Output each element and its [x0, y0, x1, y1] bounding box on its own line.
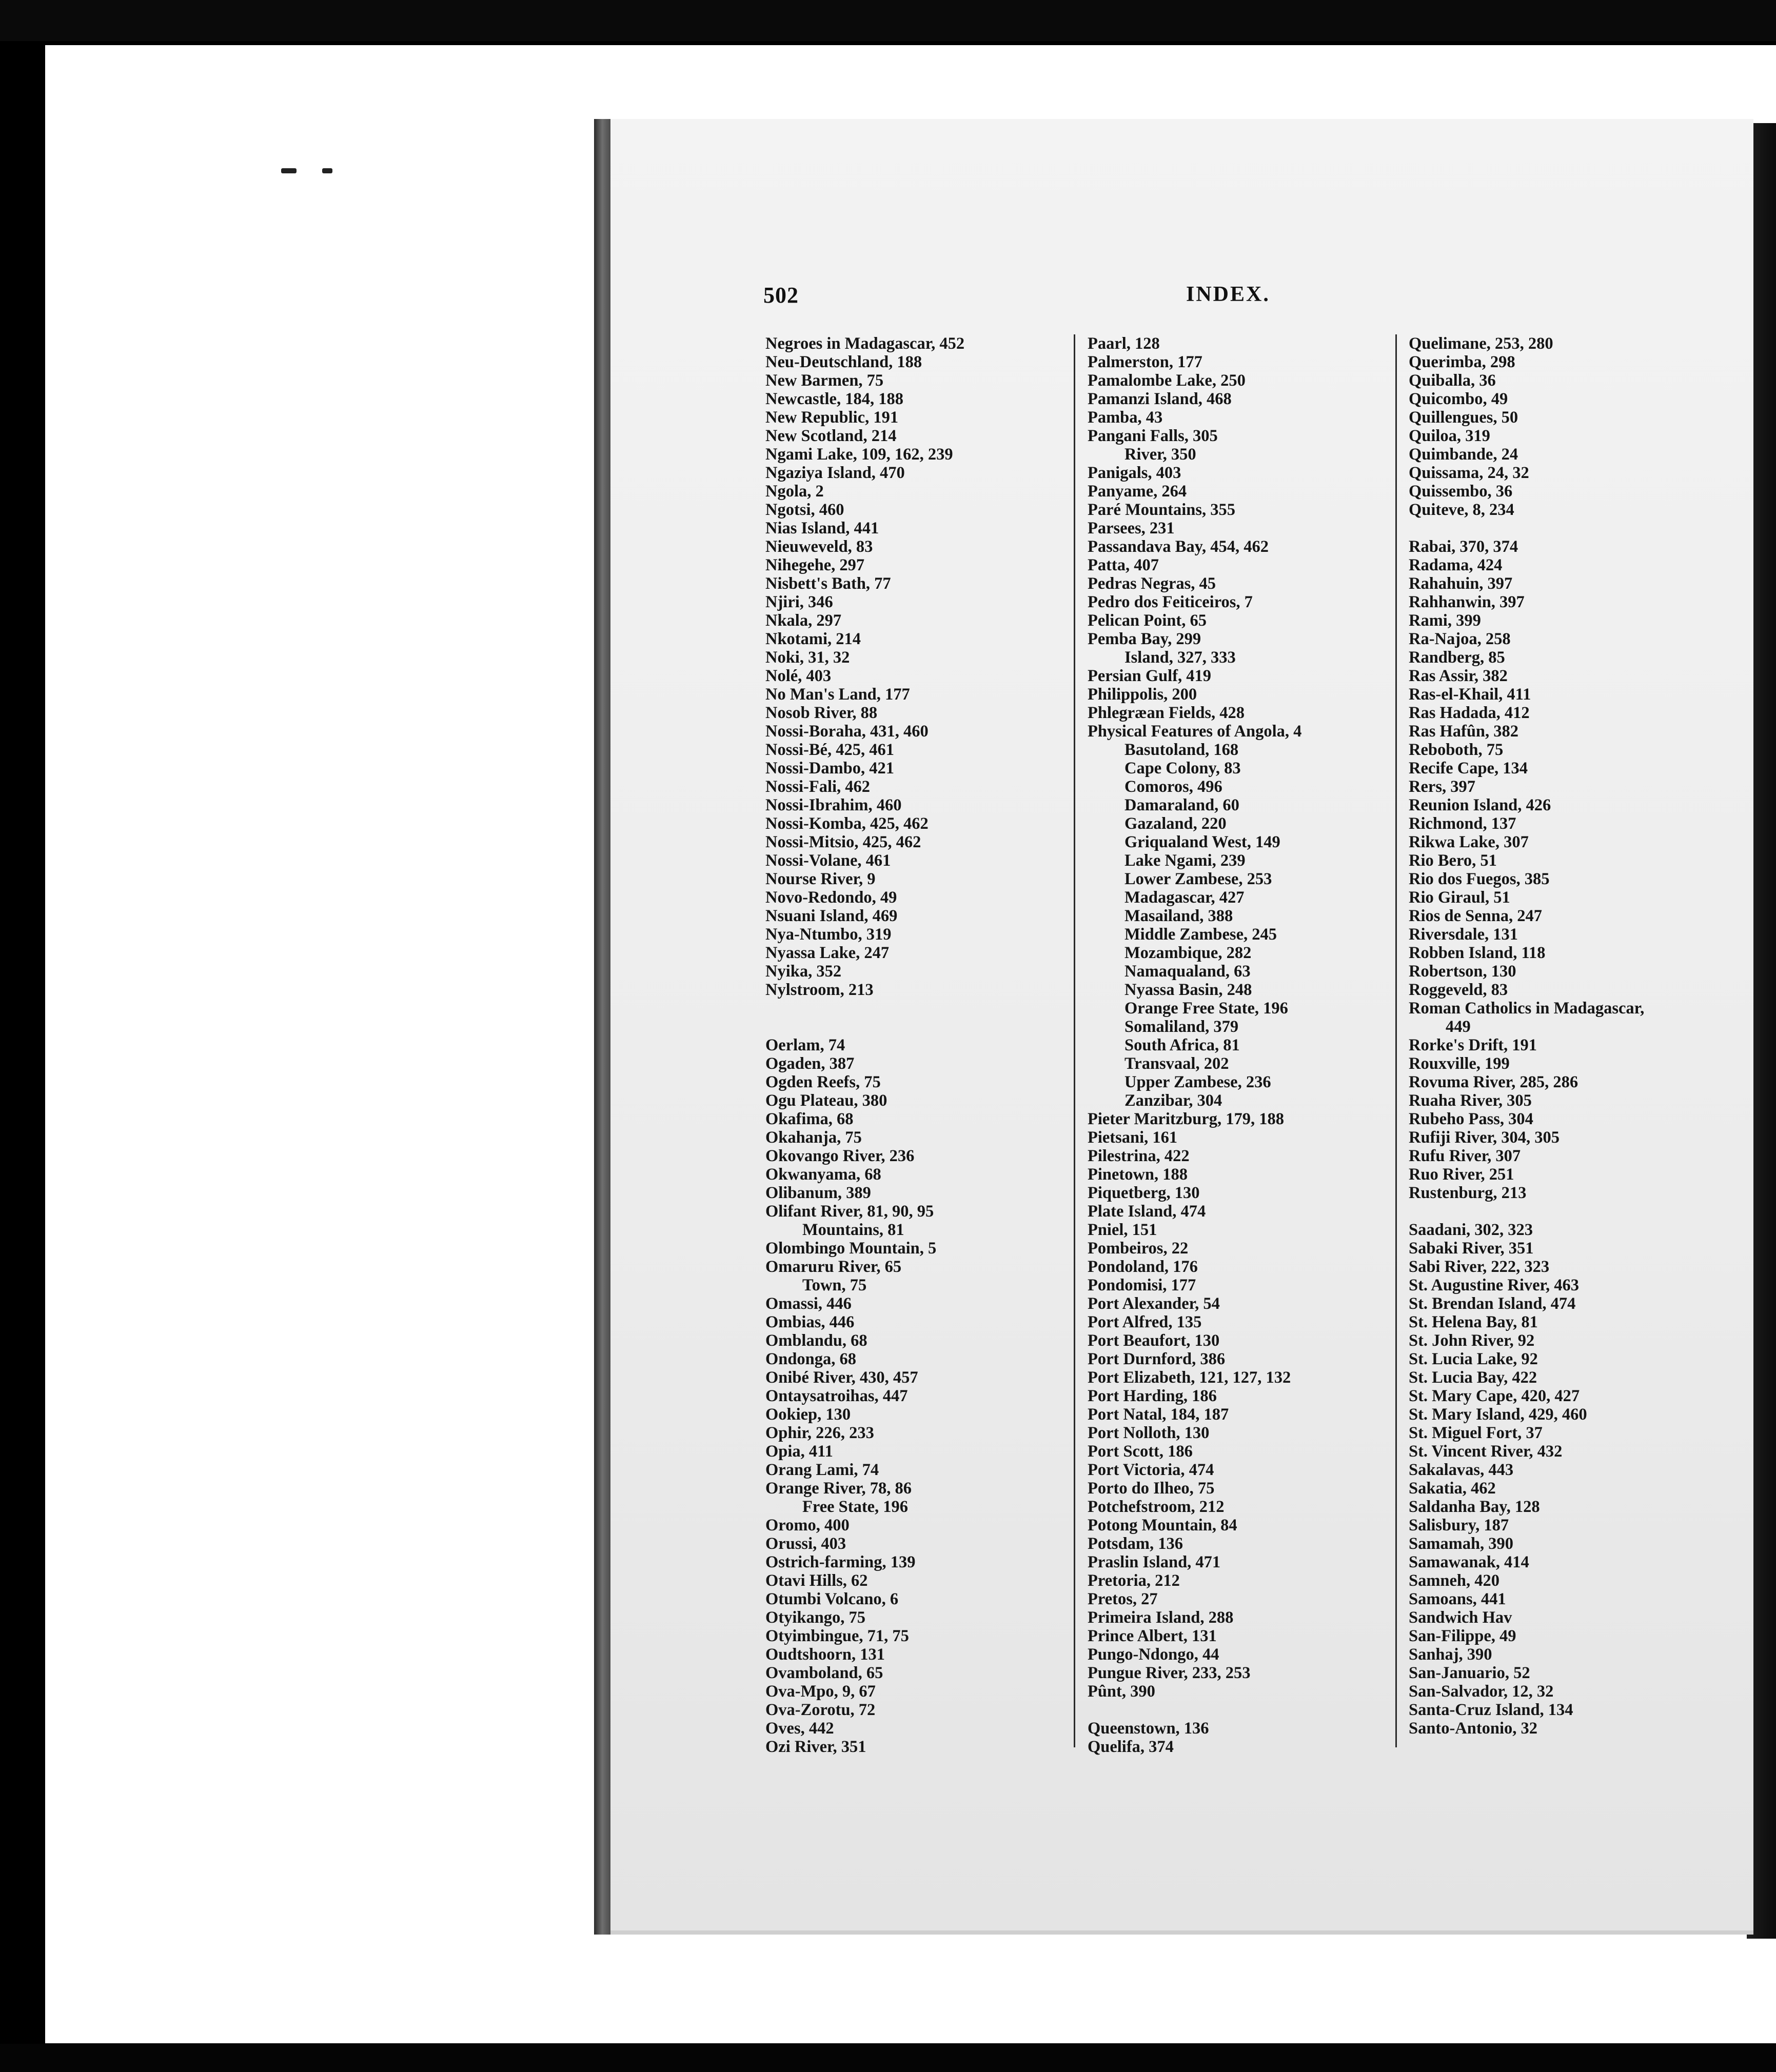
index-entry: Prince Albert, 131	[1088, 1627, 1217, 1645]
index-entry: Reunion Island, 426	[1409, 796, 1551, 814]
index-entry: Santo-Antonio, 32	[1409, 1719, 1538, 1738]
index-entry: Samoans, 441	[1409, 1590, 1506, 1608]
index-entry: Port Alexander, 54	[1088, 1294, 1220, 1313]
index-entry: Quiballa, 36	[1409, 371, 1496, 390]
index-entry: Upper Zambese, 236	[1124, 1073, 1271, 1091]
index-entry: Palmerston, 177	[1088, 353, 1202, 371]
index-entry: Roggeveld, 83	[1409, 981, 1508, 999]
index-entry: Opia, 411	[765, 1442, 833, 1461]
index-entry: Pangani Falls, 305	[1088, 427, 1218, 445]
index-entry: St. Lucia Bay, 422	[1409, 1368, 1537, 1387]
index-entry: Masailand, 388	[1124, 907, 1233, 925]
index-entry: Querimba, 298	[1409, 353, 1515, 371]
index-entry: Novo-Redondo, 49	[765, 888, 897, 907]
index-entry: Free State, 196	[802, 1498, 909, 1516]
index-entry: Oromo, 400	[765, 1516, 850, 1535]
film-border-bottom	[0, 2044, 1776, 2072]
index-entry: Pondomisi, 177	[1088, 1276, 1196, 1294]
index-entry: Rabai, 370, 374	[1409, 537, 1518, 556]
index-entry: No Man's Land, 177	[765, 685, 910, 704]
page-title: INDEX.	[1186, 283, 1270, 306]
index-entry: Rio Bero, 51	[1409, 851, 1497, 870]
index-entry: Pungo-Ndongo, 44	[1088, 1645, 1219, 1664]
index-entry: Rufu River, 307	[1409, 1147, 1521, 1165]
index-entry: New Scotland, 214	[765, 427, 897, 445]
index-entry: Robertson, 130	[1409, 962, 1516, 981]
index-entry: Saadani, 302, 323	[1409, 1221, 1533, 1239]
index-entry: Neu-Deutschland, 188	[765, 353, 922, 371]
index-entry: Pelican Point, 65	[1088, 611, 1207, 630]
column-divider	[1395, 334, 1397, 1747]
index-entry: Quimbande, 24	[1409, 445, 1518, 464]
index-entry: Pretos, 27	[1088, 1590, 1158, 1608]
index-entry: Saldanha Bay, 128	[1409, 1498, 1540, 1516]
index-entry: South Africa, 81	[1124, 1036, 1240, 1054]
index-entry	[1409, 519, 1737, 537]
index-entry: New Republic, 191	[765, 408, 899, 427]
index-entry: Nolé, 403	[765, 667, 832, 685]
index-entry	[1409, 1202, 1737, 1221]
index-entry: Nias Island, 441	[765, 519, 879, 537]
index-entry: Zanzibar, 304	[1124, 1091, 1222, 1110]
index-column-3	[1409, 334, 1737, 1738]
index-entry: Ova-Zorotu, 72	[765, 1701, 876, 1719]
index-entry: Oves, 442	[765, 1719, 834, 1738]
index-entry: Piquetberg, 130	[1088, 1184, 1200, 1202]
index-entry: Nihegehe, 297	[765, 556, 865, 574]
index-entry: Rikwa Lake, 307	[1409, 833, 1529, 851]
index-entry: Port Durnford, 386	[1088, 1350, 1226, 1368]
index-entry: Nossi-Dambo, 421	[765, 759, 894, 778]
index-entry: Ngotsi, 460	[765, 501, 844, 519]
index-entry: Santa-Cruz Island, 134	[1409, 1701, 1573, 1719]
index-entry	[765, 1018, 1073, 1036]
index-entry: Ruaha River, 305	[1409, 1091, 1532, 1110]
index-entry: Ras-el-Khail, 411	[1409, 685, 1531, 704]
index-entry: Nya-Ntumbo, 319	[765, 925, 892, 944]
index-entry	[765, 999, 1073, 1018]
index-entry: Port Beaufort, 130	[1088, 1331, 1220, 1350]
index-entry: Olibanum, 389	[765, 1184, 871, 1202]
index-entry: Mozambique, 282	[1124, 944, 1252, 962]
index-entry: Rorke's Drift, 191	[1409, 1036, 1537, 1054]
index-entry: Roman Catholics in Madagascar,	[1409, 999, 1645, 1018]
index-entry: Potong Mountain, 84	[1088, 1516, 1237, 1535]
index-entry: Omblandu, 68	[765, 1331, 867, 1350]
index-entry: Pedras Negras, 45	[1088, 574, 1216, 593]
index-entry: Ras Assir, 382	[1409, 667, 1508, 685]
index-entry: Onibé River, 430, 457	[765, 1368, 918, 1387]
index-entry: Port Natal, 184, 187	[1088, 1405, 1229, 1424]
index-entry: Rovuma River, 285, 286	[1409, 1073, 1578, 1091]
index-entry: Okovango River, 236	[765, 1147, 915, 1165]
index-entry: St. Helena Bay, 81	[1409, 1313, 1538, 1331]
index-entry: Pietsani, 161	[1088, 1128, 1178, 1147]
index-entry: Port Elizabeth, 121, 127, 132	[1088, 1368, 1291, 1387]
index-entry: St. Mary Island, 429, 460	[1409, 1405, 1587, 1424]
index-entry: Sanhaj, 390	[1409, 1645, 1492, 1664]
index-entry: Namaqualand, 63	[1124, 962, 1251, 981]
index-entry: Sakalavas, 443	[1409, 1461, 1514, 1479]
index-entry: Riversdale, 131	[1409, 925, 1518, 944]
index-page	[610, 119, 1753, 1935]
index-entry: Pondoland, 176	[1088, 1258, 1198, 1276]
index-entry: Pungue River, 233, 253	[1088, 1664, 1251, 1682]
index-entry: St. Vincent River, 432	[1409, 1442, 1563, 1461]
index-entry: Olifant River, 81, 90, 95	[765, 1202, 934, 1221]
index-entry: St. Miguel Fort, 37	[1409, 1424, 1543, 1442]
index-entry: Rouxville, 199	[1409, 1054, 1510, 1073]
index-entry: Nossi-Komba, 425, 462	[765, 814, 929, 833]
index-entry: San-Januario, 52	[1409, 1664, 1530, 1682]
index-entry: St. Lucia Lake, 92	[1409, 1350, 1538, 1368]
index-entry: Lake Ngami, 239	[1124, 851, 1246, 870]
index-entry: Potsdam, 136	[1088, 1535, 1183, 1553]
film-speck	[322, 168, 332, 173]
film-speck	[281, 168, 297, 173]
index-entry: Pamanzi Island, 468	[1088, 390, 1232, 408]
index-entry: Ondonga, 68	[765, 1350, 857, 1368]
index-entry: Ombias, 446	[765, 1313, 855, 1331]
index-entry: Nisbett's Bath, 77	[765, 574, 891, 593]
index-entry: Panigals, 403	[1088, 464, 1181, 482]
index-entry: Ovamboland, 65	[765, 1664, 883, 1682]
index-entry: Ra-Najoa, 258	[1409, 630, 1511, 648]
index-entry: Pilestrina, 422	[1088, 1147, 1190, 1165]
index-entry: Mountains, 81	[802, 1221, 904, 1239]
index-entry: Recife Cape, 134	[1409, 759, 1528, 778]
index-column-2	[1088, 334, 1406, 1756]
index-entry: Negroes in Madagascar, 452	[765, 334, 965, 353]
index-entry: Nosob River, 88	[765, 704, 878, 722]
index-entry: Reboboth, 75	[1409, 741, 1504, 759]
index-entry: Nkala, 297	[765, 611, 842, 630]
index-entry: San-Filippe, 49	[1409, 1627, 1516, 1645]
index-entry: Richmond, 137	[1409, 814, 1516, 833]
index-entry: Ova-Mpo, 9, 67	[765, 1682, 876, 1701]
index-entry: Nossi-Fali, 462	[765, 778, 871, 796]
index-entry: Otumbi Volcano, 6	[765, 1590, 899, 1608]
index-entry: Rustenburg, 213	[1409, 1184, 1527, 1202]
index-entry: Parsees, 231	[1088, 519, 1175, 537]
index-entry: Ozi River, 351	[765, 1738, 866, 1756]
index-entry: Persian Gulf, 419	[1088, 667, 1212, 685]
index-entry: Samawanak, 414	[1409, 1553, 1529, 1571]
index-entry: Pedro dos Feiticeiros, 7	[1088, 593, 1253, 611]
index-entry: Ogden Reefs, 75	[765, 1073, 881, 1091]
index-entry: Sabi River, 222, 323	[1409, 1258, 1550, 1276]
index-entry: Quillengues, 50	[1409, 408, 1518, 427]
index-entry: Panyame, 264	[1088, 482, 1187, 501]
index-entry: Radama, 424	[1409, 556, 1503, 574]
index-entry	[1088, 1701, 1406, 1719]
index-entry: Plate Island, 474	[1088, 1202, 1206, 1221]
index-entry: New Barmen, 75	[765, 371, 884, 390]
index-entry: Otyikango, 75	[765, 1608, 866, 1627]
index-entry: Griqualand West, 149	[1124, 833, 1280, 851]
index-entry: Nyika, 352	[765, 962, 842, 981]
index-entry: Quiloa, 319	[1409, 427, 1490, 445]
index-entry: Queenstown, 136	[1088, 1719, 1209, 1738]
index-entry: Quicombo, 49	[1409, 390, 1508, 408]
index-entry: Okwanyama, 68	[765, 1165, 881, 1184]
index-entry: Samneh, 420	[1409, 1571, 1499, 1590]
index-entry: Ruo River, 251	[1409, 1165, 1514, 1184]
index-entry: St. Brendan Island, 474	[1409, 1294, 1576, 1313]
index-entry: Rio dos Fuegos, 385	[1409, 870, 1550, 888]
index-entry: Philippolis, 200	[1088, 685, 1197, 704]
index-entry: Phlegræan Fields, 428	[1088, 704, 1245, 722]
index-entry: Omaruru River, 65	[765, 1258, 902, 1276]
index-entry: 449	[1446, 1018, 1471, 1036]
index-entry: Nossi-Volane, 461	[765, 851, 891, 870]
index-entry: Ngaziya Island, 470	[765, 464, 905, 482]
index-entry: Randberg, 85	[1409, 648, 1505, 667]
index-entry: Nsuani Island, 469	[765, 907, 898, 925]
index-entry: Potchefstroom, 212	[1088, 1498, 1225, 1516]
index-entry: Nossi-Bé, 425, 461	[765, 741, 894, 759]
index-entry: Njiri, 346	[765, 593, 833, 611]
index-entry: Physical Features of Angola, 4	[1088, 722, 1302, 741]
index-entry: Port Harding, 186	[1088, 1387, 1217, 1405]
index-entry: Oudtshoorn, 131	[765, 1645, 885, 1664]
index-entry: Somaliland, 379	[1124, 1018, 1239, 1036]
index-entry: Omassi, 446	[765, 1294, 852, 1313]
index-entry: Ostrich-farming, 139	[765, 1553, 916, 1571]
index-entry: Pamba, 43	[1088, 408, 1163, 427]
index-entry: Pinetown, 188	[1088, 1165, 1188, 1184]
index-entry: Middle Zambese, 245	[1124, 925, 1277, 944]
index-entry: Praslin Island, 471	[1088, 1553, 1221, 1571]
index-entry: River, 350	[1124, 445, 1196, 464]
index-entry: Ogaden, 387	[765, 1054, 855, 1073]
index-entry: Nyassa Lake, 247	[765, 944, 890, 962]
index-entry: Sandwich Hav	[1409, 1608, 1512, 1627]
index-entry: Olombingo Mountain, 5	[765, 1239, 937, 1258]
index-entry: Nourse River, 9	[765, 870, 876, 888]
index-entry: Pamalombe Lake, 250	[1088, 371, 1246, 390]
index-entry: Rufiji River, 304, 305	[1409, 1128, 1560, 1147]
index-entry: Nyassa Basin, 248	[1124, 981, 1252, 999]
index-entry: Ngola, 2	[765, 482, 824, 501]
index-entry: St. Augustine River, 463	[1409, 1276, 1579, 1294]
index-entry: Pieter Maritzburg, 179, 188	[1088, 1110, 1284, 1128]
index-entry: Quelimane, 253, 280	[1409, 334, 1553, 353]
page-number: 502	[763, 283, 799, 308]
index-entry: Orang Lami, 74	[765, 1461, 879, 1479]
index-entry: Port Scott, 186	[1088, 1442, 1193, 1461]
index-entry: Noki, 31, 32	[765, 648, 850, 667]
index-entry: Lower Zambese, 253	[1124, 870, 1272, 888]
index-entry: Pemba Bay, 299	[1088, 630, 1201, 648]
film-border-top	[0, 0, 1776, 41]
index-entry: Otyimbingue, 71, 75	[765, 1627, 909, 1645]
index-entry: Primeira Island, 288	[1088, 1608, 1234, 1627]
index-entry: Rers, 397	[1409, 778, 1475, 796]
index-entry: Nossi-Mitsio, 425, 462	[765, 833, 921, 851]
index-entry: Ras Hadada, 412	[1409, 704, 1530, 722]
index-entry: Transvaal, 202	[1124, 1054, 1229, 1073]
index-entry: Ras Hafûn, 382	[1409, 722, 1518, 741]
index-entry: Rios de Senna, 247	[1409, 907, 1543, 925]
index-entry: Pombeiros, 22	[1088, 1239, 1189, 1258]
index-entry: St. John River, 92	[1409, 1331, 1535, 1350]
index-entry: Nieuweveld, 83	[765, 537, 873, 556]
index-entry: Town, 75	[802, 1276, 867, 1294]
index-entry: Rubeho Pass, 304	[1409, 1110, 1533, 1128]
index-entry: Cape Colony, 83	[1124, 759, 1241, 778]
column-divider	[1074, 334, 1075, 1747]
index-entry: Pûnt, 390	[1088, 1682, 1155, 1701]
index-entry: Sakatia, 462	[1409, 1479, 1496, 1498]
index-entry: Orussi, 403	[765, 1535, 846, 1553]
index-entry: Salisbury, 187	[1409, 1516, 1509, 1535]
index-entry: Quelifa, 374	[1088, 1738, 1174, 1756]
index-entry: Otavi Hills, 62	[765, 1571, 868, 1590]
index-entry: Quissama, 24, 32	[1409, 464, 1529, 482]
index-entry: Oerlam, 74	[765, 1036, 845, 1054]
index-entry: Okafima, 68	[765, 1110, 854, 1128]
index-entry: Samamah, 390	[1409, 1535, 1514, 1553]
index-entry: Madagascar, 427	[1124, 888, 1245, 907]
index-entry: Rahahuin, 397	[1409, 574, 1513, 593]
index-entry: St. Mary Cape, 420, 427	[1409, 1387, 1580, 1405]
index-entry: Okahanja, 75	[765, 1128, 862, 1147]
index-entry: Sabaki River, 351	[1409, 1239, 1534, 1258]
index-entry: Ophir, 226, 233	[765, 1424, 874, 1442]
index-entry: Robben Island, 118	[1409, 944, 1546, 962]
index-entry: Nossi-Boraha, 431, 460	[765, 722, 929, 741]
index-entry: Quissembo, 36	[1409, 482, 1513, 501]
index-entry: Ontaysatroihas, 447	[765, 1387, 908, 1405]
index-column-1	[765, 334, 1073, 1756]
index-entry: Orange River, 78, 86	[765, 1479, 912, 1498]
index-entry: Newcastle, 184, 188	[765, 390, 903, 408]
index-entry: Island, 327, 333	[1124, 648, 1236, 667]
index-entry: Passandava Bay, 454, 462	[1088, 537, 1269, 556]
index-entry: Ogu Plateau, 380	[765, 1091, 887, 1110]
index-entry: Comoros, 496	[1124, 778, 1222, 796]
index-entry: Patta, 407	[1088, 556, 1159, 574]
index-entry: Rio Giraul, 51	[1409, 888, 1510, 907]
index-entry: Pniel, 151	[1088, 1221, 1157, 1239]
index-entry: Porto do Ilheo, 75	[1088, 1479, 1215, 1498]
index-entry: Nossi-Ibrahim, 460	[765, 796, 902, 814]
index-entry: Port Alfred, 135	[1088, 1313, 1202, 1331]
index-entry: Nkotami, 214	[765, 630, 861, 648]
index-entry: Ngami Lake, 109, 162, 239	[765, 445, 953, 464]
index-entry: Paarl, 128	[1088, 334, 1160, 353]
index-entry: Port Victoria, 474	[1088, 1461, 1214, 1479]
index-entry: Port Nolloth, 130	[1088, 1424, 1210, 1442]
index-entry: Gazaland, 220	[1124, 814, 1227, 833]
index-entry: Rahhanwin, 397	[1409, 593, 1525, 611]
index-entry: Basutoland, 168	[1124, 741, 1239, 759]
index-entry: Rami, 399	[1409, 611, 1481, 630]
index-entry: Ookiep, 130	[765, 1405, 851, 1424]
index-entry: San-Salvador, 12, 32	[1409, 1682, 1554, 1701]
index-entry: Nylstroom, 213	[765, 981, 874, 999]
index-entry: Pretoria, 212	[1088, 1571, 1180, 1590]
index-entry: Orange Free State, 196	[1124, 999, 1288, 1018]
index-entry: Paré Mountains, 355	[1088, 501, 1235, 519]
index-entry: Damaraland, 60	[1124, 796, 1239, 814]
index-entry: Quiteve, 8, 234	[1409, 501, 1514, 519]
